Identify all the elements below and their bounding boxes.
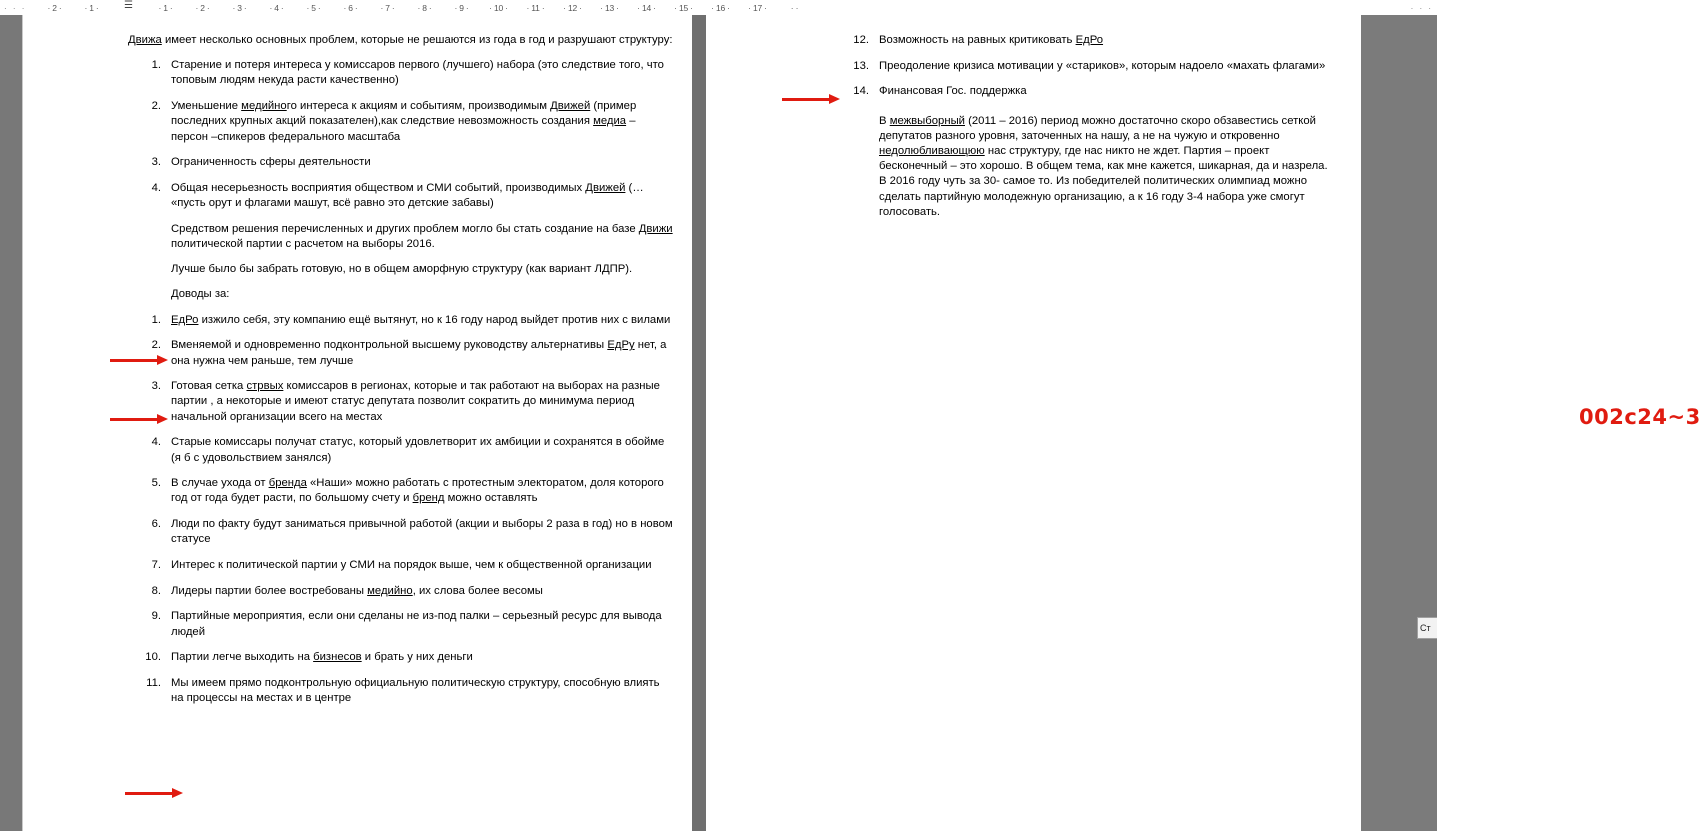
list-number: 2. xyxy=(151,100,161,113)
ruler-tick: · 6 · xyxy=(343,2,358,13)
list-number: 3. xyxy=(151,380,161,393)
list-item xyxy=(128,558,673,573)
ruler-tick: · 8 · xyxy=(417,2,432,13)
side-tooltip-tab[interactable]: Ст xyxy=(1417,617,1437,639)
canvas-left-margin xyxy=(0,15,22,831)
list-text: Ограниченность сферы деятельности xyxy=(171,156,371,169)
intro-paragraph: Движа имеет несколько основных проблем, которые не решаются из года в год и разрушают структуру: xyxy=(128,34,673,46)
document-ruler[interactable] xyxy=(0,0,1437,16)
list-item xyxy=(128,58,673,88)
ruler-tick: · 1 · xyxy=(158,2,173,13)
alternative-paragraph: Лучше было бы забрать готовую, но в общем аморфную структуру (как вариант ЛДПР). xyxy=(171,263,633,276)
list-number: 11. xyxy=(146,677,161,690)
list-number: 1. xyxy=(151,59,161,72)
document-page-right[interactable] xyxy=(706,15,1701,831)
document-page-left[interactable] xyxy=(22,15,692,831)
canvas-right-margin xyxy=(1361,15,1437,831)
indent-marker-icon[interactable]: ☰ xyxy=(124,0,133,11)
list-item xyxy=(128,181,673,211)
list-number: 4. xyxy=(151,181,161,194)
ruler-tick: · · xyxy=(790,2,799,13)
list-number: 6. xyxy=(151,518,161,531)
ruler-tick: · 17 · xyxy=(748,2,767,13)
ruler-tick: · 5 · xyxy=(306,2,321,13)
list-text: Партийные мероприятия, если они сделаны не из-под палки – серьезный ресурс для вывода людей xyxy=(171,610,662,638)
list-number: 12. xyxy=(853,34,869,46)
ruler-tick: · 16 · xyxy=(711,2,730,13)
list-text: Готовая сетка стрвых комиссаров в регионах, которые и так работают на выборах на разные партии , а некоторые и имеют статус депутата позволит сократить до минимума период начальной организации всего на местах xyxy=(171,380,660,423)
list-item xyxy=(128,435,673,465)
ruler-tick: · 15 · xyxy=(674,2,693,13)
ruler-tick: · 1 · xyxy=(84,2,99,13)
list-text: Общая несерьезность восприятия обществом и СМИ событий, производимых Движей (… «пусть орут и флагами машут, всё равно это детские забавы) xyxy=(171,181,644,210)
list-text: Финансовая Гос. поддержка xyxy=(879,85,1027,98)
list-text: Возможность на равных критиковать ЕдРо xyxy=(879,34,1104,46)
ruler-tick: · 3 · xyxy=(232,2,247,13)
closing-block xyxy=(879,114,1336,220)
pros-list xyxy=(128,313,673,707)
list-text: В случае ухода от бренда «Наши» можно работать с протестным электоратом, доля которого год от года будет расти, по большому счету и бренд можно оставлять xyxy=(171,477,664,505)
pros-header: Доводы за: xyxy=(171,288,230,301)
list-text: Преодоление кризиса мотивации у «стариков», которым надоело «махать флагами» xyxy=(879,59,1326,72)
list-text: Партии легче выходить на бизнесов и брать у них деньги xyxy=(171,651,473,664)
document-canvas[interactable] xyxy=(0,15,1701,831)
ruler-tick: · 9 · xyxy=(454,2,469,13)
list-item xyxy=(128,584,673,599)
ruler-scale[interactable] xyxy=(36,2,1136,13)
list-number: 14. xyxy=(853,85,869,98)
list-item xyxy=(128,313,673,328)
list-item xyxy=(128,676,673,706)
ruler-tick: · 14 · xyxy=(637,2,656,13)
ruler-tick: · 4 · xyxy=(269,2,284,13)
list-item xyxy=(128,517,673,547)
list-number: 5. xyxy=(151,477,161,490)
list-item xyxy=(128,476,673,506)
mid-paragraphs xyxy=(171,222,673,303)
list-text: ЕдРо изжило себя, эту компанию ещё вытянут, но к 16 году народ выйдет против них с вилами xyxy=(171,313,671,326)
list-number: 13. xyxy=(853,59,869,72)
list-number: 9. xyxy=(151,610,161,623)
ruler-tick: · 13 · xyxy=(600,2,619,13)
list-number: 7. xyxy=(151,559,161,572)
list-item xyxy=(128,338,673,368)
list-number: 3. xyxy=(151,156,161,169)
list-text: Старение и потеря интереса у комиссаров первого (лучшего) набора (это следствие того, что топовым людям некуда расти качественно) xyxy=(171,59,664,87)
list-item xyxy=(128,609,673,639)
annotation-code-text: 002c24~3 xyxy=(1579,405,1701,429)
ruler-tick: · 2 · xyxy=(195,2,210,13)
pros-list-continued xyxy=(836,33,1336,100)
list-text: Вменяемой и одновременно подконтрольной высшему руководству альтернативы ЕдРу нет, а она нужна чем раньше, тем лучше xyxy=(171,339,667,367)
ruler-tick: · 2 · xyxy=(47,2,62,13)
list-number: 4. xyxy=(151,436,161,449)
list-text: Старые комиссары получат статус, который удовлетворит их амбиции и сохранятся в обойме (я б с удовольствием занялся) xyxy=(171,436,665,464)
solution-paragraph: Средством решения перечисленных и других проблем могло бы стать создание на базе Движи политической партии с расчетом на выборы 2016. xyxy=(171,222,673,251)
list-number: 1. xyxy=(151,313,161,326)
list-text: Люди по факту будут заниматься привычной работой (акции и выборы 2 раза в год) но в новом статусе xyxy=(171,518,673,546)
ruler-left-dots: · · · xyxy=(4,4,27,13)
page-gap xyxy=(692,15,706,831)
ruler-tick: · 11 · xyxy=(526,2,545,13)
ruler-right-dots: · · · xyxy=(1410,4,1433,13)
list-item xyxy=(128,379,673,425)
list-text: Мы имеем прямо подконтрольную официальную политическую структуру, способную влиять на процессы на местах и в центре xyxy=(171,677,660,705)
list-text: Интерес к политической партии у СМИ на порядок выше, чем к общественной организации xyxy=(171,559,652,572)
page-right-text-column[interactable] xyxy=(836,33,1336,230)
list-text: Лидеры партии более востребованы медийно, их слова более весомы xyxy=(171,584,543,597)
list-number: 10. xyxy=(145,651,161,664)
page-left-text-column[interactable] xyxy=(128,33,673,717)
ruler-tick: · 7 · xyxy=(380,2,395,13)
list-item xyxy=(128,155,673,170)
list-item xyxy=(836,84,1336,99)
ruler-tick: · 12 · xyxy=(563,2,582,13)
list-item xyxy=(836,59,1336,74)
closing-paragraph: В межвыборный (2011 – 2016) период можно достаточно скоро обзавестись сеткой депутатов разного уровня, заточенных на нашу, а не на чужую и откровенно недолюбливающюю нас структуру, где нас никто не ждет. Партия – проект бесконечный – это хорошо. В общем тема, как мне кажется, шикарная, да и назрела. В 2016 году чуть за 30- самое то. Из победителей политических олимпиад можно сделать партийную молодежную организацию, а к 16 году 3-4 набора уже смогут голосовать. xyxy=(879,114,1328,218)
list-text: Уменьшение медийного интереса к акциям и событиям, производимым Движей (пример последних крупных акций показателен),как следствие невозможность создания медиа – персон –спикеров федерального масштаба xyxy=(171,100,637,143)
ruler-tick: · 10 · xyxy=(489,2,508,13)
list-item xyxy=(836,33,1336,48)
problems-list xyxy=(128,58,673,211)
list-number: 2. xyxy=(151,339,161,352)
list-number: 8. xyxy=(151,584,161,597)
list-item xyxy=(128,650,673,665)
list-item xyxy=(128,99,673,145)
